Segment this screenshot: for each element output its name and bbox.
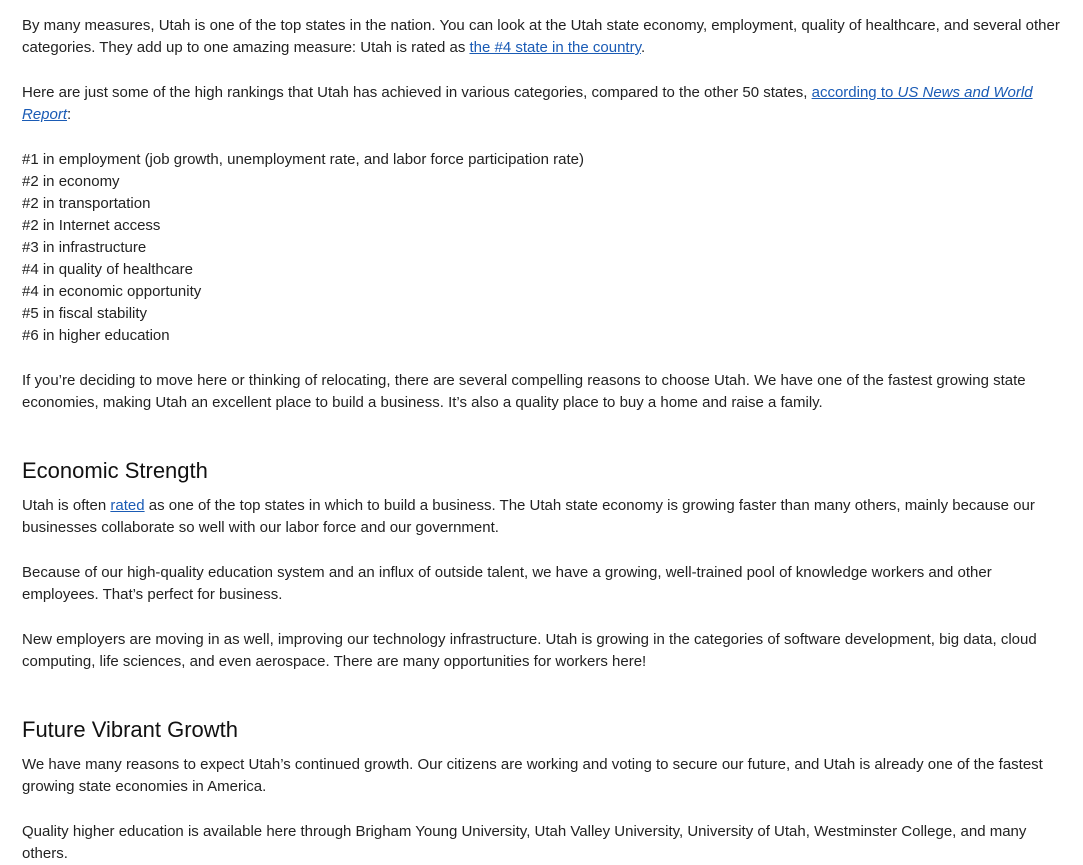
rankings-intro-paragraph <box>22 82 1061 126</box>
intro-paragraph <box>22 15 1061 59</box>
future-growth-section <box>22 696 1061 865</box>
economic-p1-end: as one of the top states in which to build a business. The Utah state economy is growing faster than many others, mainly because our businesses collaborate so well with our labor force and our government. <box>22 497 1035 536</box>
ranking-item: #5 in fiscal stability <box>22 305 148 322</box>
ranking-item: #3 in infrastructure <box>22 239 147 256</box>
us-news-link-title: US News and World Report <box>22 84 1033 123</box>
us-news-link-prefix: according to <box>811 84 898 101</box>
ranking-item: #2 in economy <box>22 173 120 190</box>
future-paragraph-2: Quality higher education is available here through Brigham Young University, Utah Valley University, University of Utah, Westminster College, and many others. <box>22 823 1027 862</box>
relocation-paragraph: If you’re deciding to move here or thinking of relocating, there are several compelling reasons to choose Utah. We have one of the fastest growing state economies, making Utah an excellent place to build a business. It’s also a quality place to buy a home and raise a family. <box>22 372 1026 411</box>
ranking-item: #6 in higher education <box>22 327 170 344</box>
ranking-item: #2 in Internet access <box>22 217 161 234</box>
rankings-list <box>22 149 1061 347</box>
intro-text: By many measures, Utah is one of the top states in the nation. You can look at the Utah state economy, employment, quality of healthcare, and several other categories. They add up to one amazing measure: Utah is rated as <box>22 17 1060 56</box>
economic-paragraph-2: Because of our high-quality education system and an influx of outside talent, we have a growing, well-trained pool of knowledge workers and other employees. That’s perfect for business. <box>22 564 992 603</box>
ranking-item: #4 in economic opportunity <box>22 283 202 300</box>
rankings-intro-text: Here are just some of the high rankings that Utah has achieved in various categories, compared to the other 50 states, <box>22 84 812 101</box>
economic-paragraph-3: New employers are moving in as well, improving our technology infrastructure. Utah is growing in the categories of software development, big data, cloud computing, life sciences, and even aerospace. There are many opportunities for workers here! <box>22 631 1037 670</box>
state-ranking-link[interactable]: the #4 state in the country <box>469 39 641 56</box>
future-paragraph-1: We have many reasons to expect Utah’s continued growth. Our citizens are working and voting to secure our future, and Utah is already one of the fastest growing state economies in America. <box>22 756 1043 795</box>
future-growth-heading: Future Vibrant Growth <box>22 717 239 742</box>
economic-p1-start: Utah is often <box>22 497 111 514</box>
rankings-intro-colon: : <box>67 106 72 123</box>
intro-period: . <box>640 39 646 56</box>
economic-paragraph-1 <box>22 495 1061 539</box>
economic-strength-heading: Economic Strength <box>22 458 208 483</box>
ranking-item: #1 in employment (job growth, unemployment rate, and labor force participation rate) <box>22 151 584 168</box>
economic-strength-section <box>22 437 1061 673</box>
rated-link[interactable]: rated <box>110 497 145 514</box>
ranking-item: #4 in quality of healthcare <box>22 261 193 278</box>
ranking-item: #2 in transportation <box>22 195 151 212</box>
